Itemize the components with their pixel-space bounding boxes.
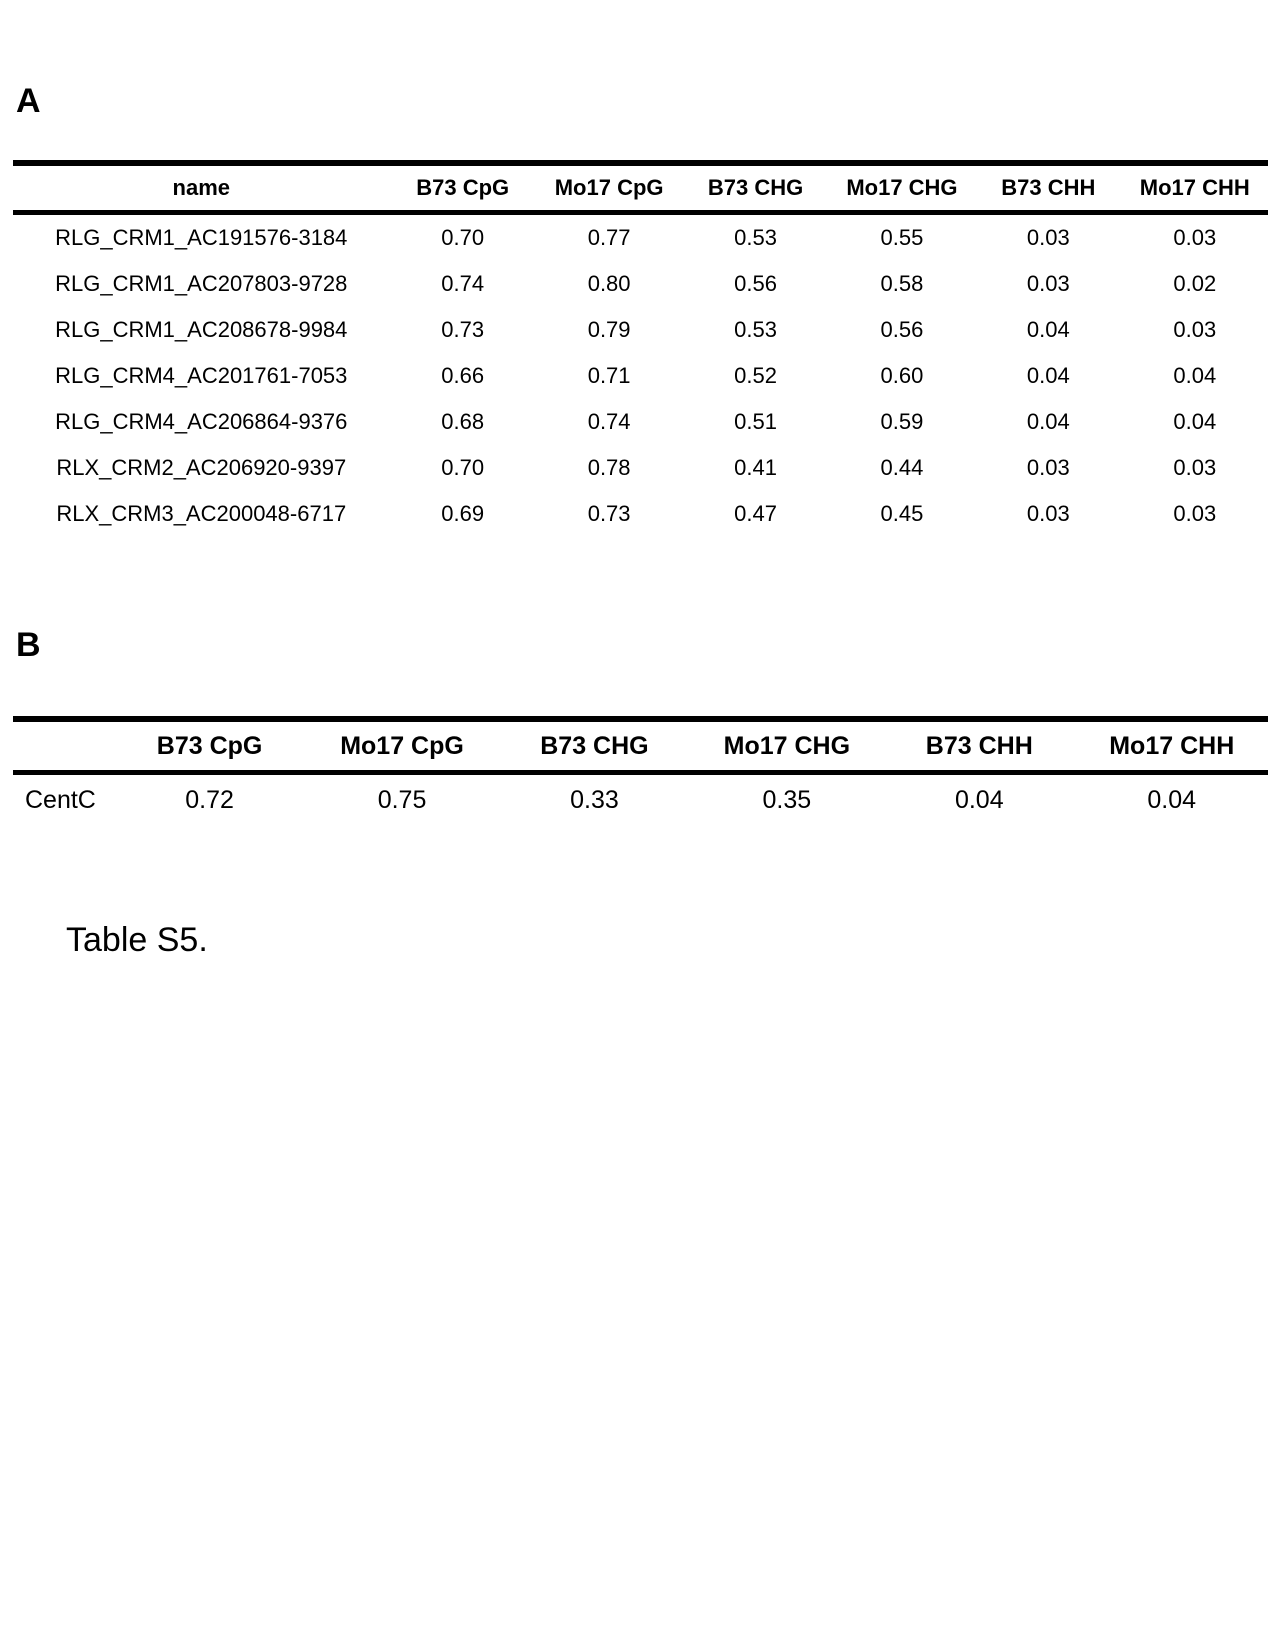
cell-value: 0.60 (880, 363, 924, 388)
cell-value: 0.56 (880, 317, 924, 342)
column-header: Mo17 CHH (1122, 163, 1268, 213)
cell-value: 0.03 (1173, 455, 1217, 480)
column-header: B73 CHG (682, 163, 828, 213)
cell-name: RLG_CRM1_AC191576-3184 (55, 225, 348, 250)
cell-value: 0.04 (1026, 317, 1070, 342)
cell-value: 0.44 (880, 455, 924, 480)
table-a-body (13, 213, 1268, 538)
cell-value: 0.59 (880, 409, 924, 434)
column-header: B73 CpG (113, 719, 305, 773)
column-header: B73 CpG (390, 163, 536, 213)
cell-name: RLG_CRM1_AC208678-9984 (55, 317, 348, 342)
cell-value: 0.33 (570, 785, 619, 814)
cell-name: RLG_CRM1_AC207803-9728 (55, 271, 348, 296)
section-a-label: A (16, 82, 41, 120)
cell-name: RLX_CRM3_AC200048-6717 (56, 501, 347, 526)
column-header: B73 CHH (883, 719, 1075, 773)
column-header: Mo17 CHG (691, 719, 883, 773)
table-row (13, 307, 1268, 353)
table-caption: Table S5. (66, 921, 208, 959)
table-row (13, 213, 1268, 262)
cell-value: 0.03 (1173, 225, 1217, 250)
cell-value: 0.02 (1173, 271, 1217, 296)
cell-value: 0.47 (734, 501, 777, 526)
cell-value: 0.53 (734, 225, 777, 250)
column-header: Mo17 CHG (829, 163, 975, 213)
cell-value: 0.55 (880, 225, 924, 250)
table-row (13, 445, 1268, 491)
cell-value: 0.04 (1026, 409, 1070, 434)
cell-name: RLG_CRM4_AC201761-7053 (55, 363, 348, 388)
table-b (13, 716, 1268, 825)
table-row (13, 773, 1268, 826)
table-header-row (13, 163, 1268, 213)
table-row (13, 399, 1268, 445)
cell-name: RLX_CRM2_AC206920-9397 (56, 455, 347, 480)
table-b-header (13, 719, 1268, 773)
cell-value: 0.03 (1026, 225, 1070, 250)
cell-name: CentC (25, 785, 96, 814)
cell-value: 0.66 (441, 363, 485, 388)
cell-value: 0.03 (1026, 271, 1070, 296)
cell-value: 0.79 (587, 317, 631, 342)
cell-value: 0.80 (587, 271, 631, 296)
cell-value: 0.03 (1026, 455, 1070, 480)
table-a (13, 160, 1268, 537)
column-header: Mo17 CHH (1076, 719, 1269, 773)
cell-value: 0.78 (587, 455, 631, 480)
column-header: B73 CHH (975, 163, 1121, 213)
cell-value: 0.75 (377, 785, 427, 814)
cell-value: 0.56 (734, 271, 777, 296)
cell-value: 0.41 (734, 455, 777, 480)
column-header: Mo17 CpG (306, 719, 498, 773)
cell-value: 0.70 (441, 455, 485, 480)
table-b-body (13, 773, 1268, 826)
cell-value: 0.68 (441, 409, 485, 434)
column-header-empty (13, 719, 113, 773)
cell-value: 0.70 (441, 225, 485, 250)
cell-value: 0.04 (1147, 785, 1197, 814)
cell-name: RLG_CRM4_AC206864-9376 (55, 409, 348, 434)
column-header: name (13, 163, 390, 213)
cell-value: 0.69 (441, 501, 485, 526)
cell-value: 0.73 (441, 317, 485, 342)
cell-value: 0.04 (1173, 363, 1217, 388)
column-header: B73 CHG (498, 719, 690, 773)
cell-value: 0.35 (762, 785, 812, 814)
cell-value: 0.53 (734, 317, 777, 342)
table-row (13, 353, 1268, 399)
cell-value: 0.03 (1173, 501, 1217, 526)
column-header: Mo17 CpG (536, 163, 682, 213)
section-b-label: B (16, 626, 41, 664)
table-row (13, 491, 1268, 537)
cell-value: 0.74 (587, 409, 631, 434)
cell-value: 0.73 (587, 501, 631, 526)
cell-value: 0.72 (185, 785, 234, 814)
cell-value: 0.58 (880, 271, 924, 296)
cell-value: 0.03 (1173, 317, 1217, 342)
cell-value: 0.04 (954, 785, 1004, 814)
cell-value: 0.52 (734, 363, 777, 388)
cell-value: 0.51 (734, 409, 777, 434)
cell-value: 0.74 (441, 271, 485, 296)
table-a-header (13, 163, 1268, 213)
cell-value: 0.71 (587, 363, 631, 388)
cell-value: 0.03 (1026, 501, 1070, 526)
cell-value: 0.45 (880, 501, 924, 526)
table-row (13, 261, 1268, 307)
cell-value: 0.77 (587, 225, 631, 250)
cell-value: 0.04 (1026, 363, 1070, 388)
table-header-row (13, 719, 1268, 773)
cell-value: 0.04 (1173, 409, 1217, 434)
